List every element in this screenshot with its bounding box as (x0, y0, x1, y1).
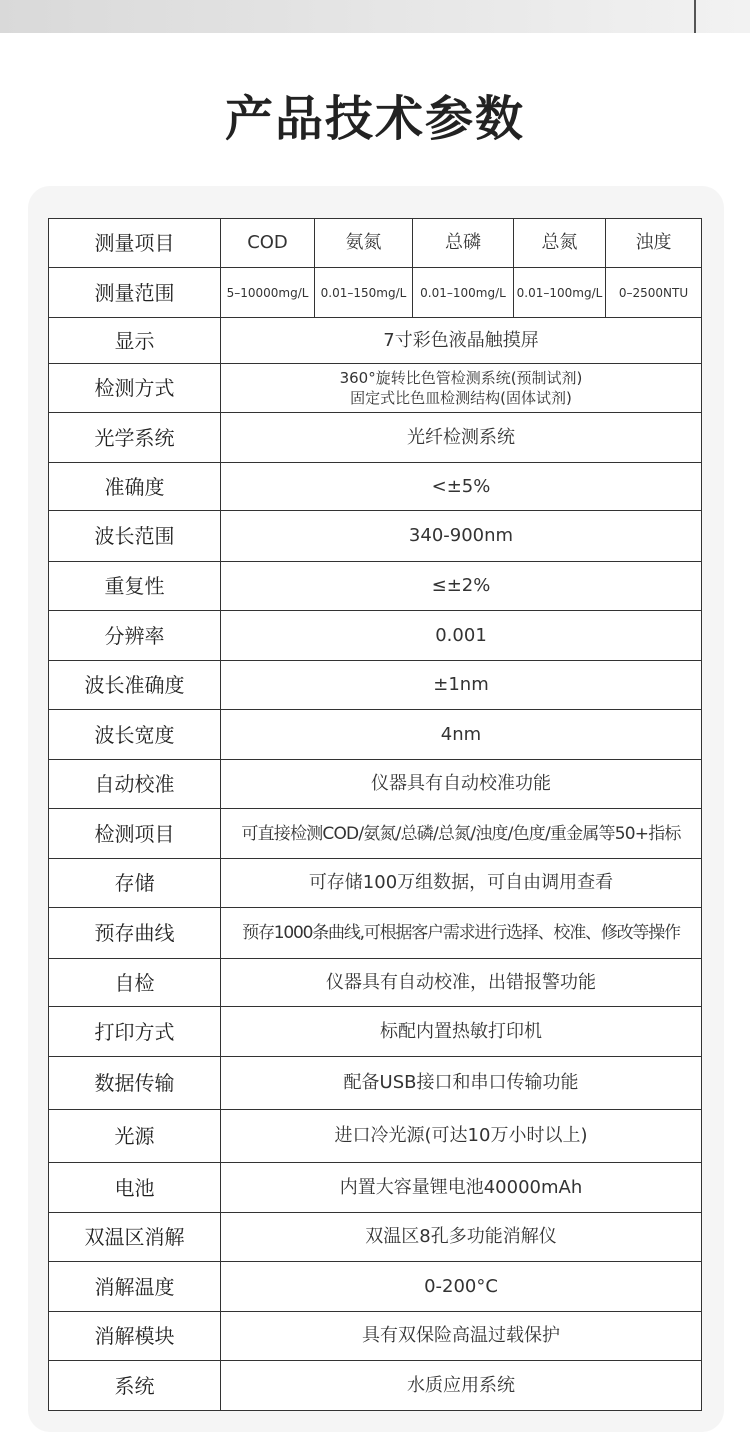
param-cell: 浊度 (606, 219, 702, 268)
row-value: 7寸彩色液晶触摸屏 (221, 318, 702, 364)
table-row (49, 1312, 702, 1361)
row-value: 预存1000条曲线,可根据客户需求进行选择、校准、修改等操作 (221, 908, 702, 959)
row-label: 消解温度 (49, 1262, 221, 1312)
row-label: 检测方式 (49, 364, 221, 413)
table-row (49, 1361, 702, 1411)
table-row (49, 1262, 702, 1312)
row-value: ≤±2% (221, 562, 702, 611)
row-label: 重复性 (49, 562, 221, 611)
row-label: 自动校准 (49, 760, 221, 809)
param-cell: 氨氮 (315, 219, 413, 268)
row-value: 可存储100万组数据，可自由调用查看 (221, 859, 702, 908)
row-label: 检测项目 (49, 809, 221, 859)
row-value: 仪器具有自动校准，出错报警功能 (221, 959, 702, 1007)
table-row (49, 562, 702, 611)
row-label: 测量项目 (49, 219, 221, 268)
row-label: 电池 (49, 1163, 221, 1213)
table-row (49, 1163, 702, 1213)
table-row (49, 511, 702, 562)
row-value: 4nm (221, 710, 702, 760)
table-row (49, 1057, 702, 1110)
row-value: 340-900nm (221, 511, 702, 562)
row-value: 仪器具有自动校准功能 (221, 760, 702, 809)
table-row (49, 1213, 702, 1262)
row-label: 预存曲线 (49, 908, 221, 959)
row-label: 波长准确度 (49, 661, 221, 710)
table-row (49, 1007, 702, 1057)
param-cell: 总氮 (514, 219, 606, 268)
row-label: 打印方式 (49, 1007, 221, 1057)
row-value: 0-200°C (221, 1262, 702, 1312)
range-cell: 0–2500NTU (606, 268, 702, 318)
table-row (49, 908, 702, 959)
row-value: 双温区8孔多功能消解仪 (221, 1213, 702, 1262)
row-label: 双温区消解 (49, 1213, 221, 1262)
table-row (49, 463, 702, 511)
banner-divider (694, 0, 696, 33)
row-label: 系统 (49, 1361, 221, 1411)
row-value-line: 固定式比色皿检测结构(固体试剂) (350, 389, 572, 407)
row-label: 存储 (49, 859, 221, 908)
row-label: 波长宽度 (49, 710, 221, 760)
row-value: 标配内置热敏打印机 (221, 1007, 702, 1057)
table-row (49, 413, 702, 463)
row-label: 波长范围 (49, 511, 221, 562)
row-label: 消解模块 (49, 1312, 221, 1361)
row-label: 准确度 (49, 463, 221, 511)
row-label: 自检 (49, 959, 221, 1007)
row-label: 光学系统 (49, 413, 221, 463)
row-value: 内置大容量锂电池40000mAh (221, 1163, 702, 1213)
row-value: <±5% (221, 463, 702, 511)
row-label: 数据传输 (49, 1057, 221, 1110)
table-row (49, 661, 702, 710)
row-value: ±1nm (221, 661, 702, 710)
table-row (49, 364, 702, 413)
table-row (49, 859, 702, 908)
table-row (49, 318, 702, 364)
table-row (49, 959, 702, 1007)
range-cell: 0.01–100mg/L (413, 268, 514, 318)
page-title: 产品技术参数 (224, 91, 525, 147)
row-value (221, 364, 702, 413)
row-label: 测量范围 (49, 268, 221, 318)
row-value: 配备USB接口和串口传输功能 (221, 1057, 702, 1110)
row-value: 0.001 (221, 611, 702, 661)
row-label: 光源 (49, 1110, 221, 1163)
param-cell: 总磷 (413, 219, 514, 268)
table-row (49, 760, 702, 809)
table-row (49, 710, 702, 760)
row-label: 分辨率 (49, 611, 221, 661)
top-banner (0, 0, 750, 33)
table-row (49, 809, 702, 859)
row-value: 可直接检测COD/氨氮/总磷/总氮/浊度/色度/重金属等50+指标 (221, 809, 702, 859)
row-value: 光纤检测系统 (221, 413, 702, 463)
row-value: 水质应用系统 (221, 1361, 702, 1411)
spec-table (48, 218, 702, 1411)
range-cell: 0.01–150mg/L (315, 268, 413, 318)
row-value: 进口冷光源(可达10万小时以上) (221, 1110, 702, 1163)
table-row (49, 268, 702, 318)
range-cell: 5–10000mg/L (221, 268, 315, 318)
table-row (49, 219, 702, 268)
row-value: 具有双保险高温过载保护 (221, 1312, 702, 1361)
table-row (49, 611, 702, 661)
row-value-line: 360°旋转比色管检测系统(预制试剂) (339, 369, 583, 387)
range-cell: 0.01–100mg/L (514, 268, 606, 318)
row-label: 显示 (49, 318, 221, 364)
table-row (49, 1110, 702, 1163)
param-cell: COD (221, 219, 315, 268)
